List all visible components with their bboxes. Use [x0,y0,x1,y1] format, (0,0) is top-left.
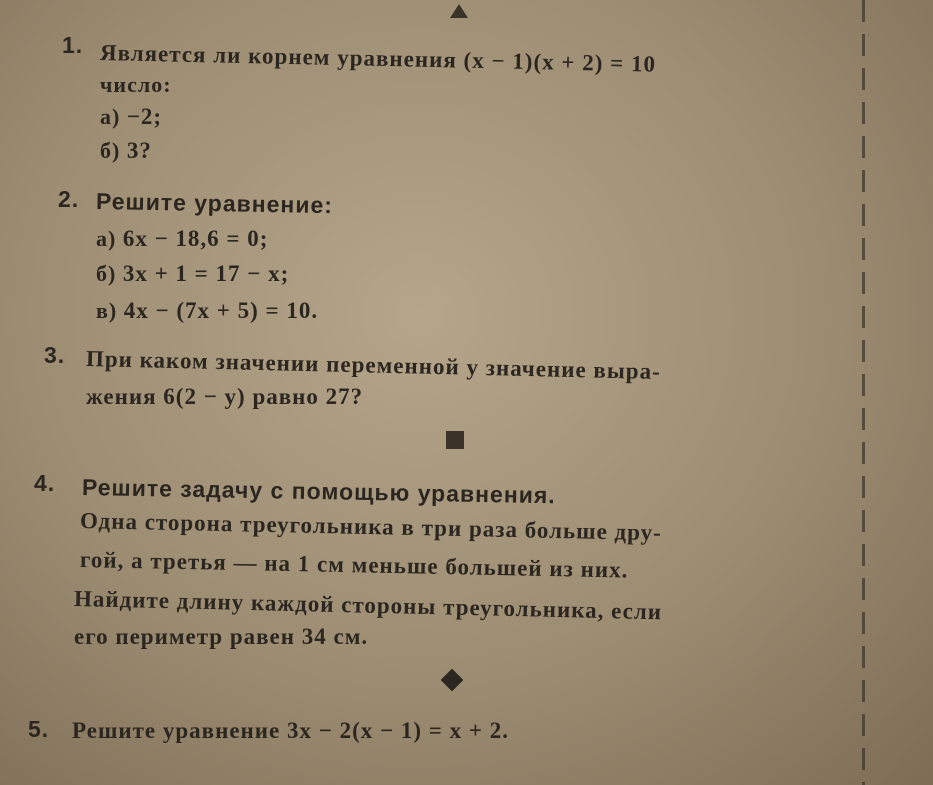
problem-4-heading: Решите задачу с помощью уравнения. [81,474,556,509]
problem-2-number: 2. [58,186,80,212]
triangle-marker-icon [450,4,468,18]
problem-4-number: 4. [34,470,56,496]
diamond-marker-icon [441,669,464,692]
option-a-value: 6x − 18,6 = 0; [122,226,269,251]
problem-1-number: 1. [62,32,84,58]
problem-5-number: 5. [28,716,50,742]
problem-2-question: Решите уравнение: [95,188,334,219]
problem-3-line-2: жения 6(2 − y) равно 27? [86,384,364,409]
problem-3-line-1: При каком значении переменной y значение выра- [85,346,662,385]
problem-1-option-b [100,138,152,164]
option-c-value: 4x − (7x + 5) = 10. [123,298,319,323]
problem-1-option-a [100,104,162,130]
option-b-label: б) [100,138,121,163]
problem-4-line-1: Одна сторона треугольника в три раза больше дру- [79,508,663,546]
problem-5-question: Решите уравнение 3x − 2(x − 1) = x + 2. [72,718,510,743]
problem-4-line-3: Найдите длину каждой стороны треугольника, если [73,586,663,625]
problem-2-option-b [96,261,289,287]
option-b-value: 3x + 1 = 17 − x; [122,261,290,286]
problem-3-number: 3. [44,342,66,368]
problem-2-option-a [96,226,268,252]
problem-2-option-c [96,298,318,324]
problem-1-question: Является ли корнем уравнения (x − 1)(x + 2) = 10 [99,40,657,77]
option-a-label: а) [96,226,117,251]
problem-1-question-cont: число: [100,72,172,97]
option-b-label: б) [96,261,117,286]
problem-4-line-2: гой, а третья — на 1 см меньше большей из них. [79,547,629,583]
option-a-label: а) [100,104,121,129]
option-b-value: 3? [126,138,152,163]
problem-4-line-4: его периметр равен 34 см. [74,624,369,649]
option-a-value: −2; [126,104,163,129]
square-marker-icon [446,431,464,449]
page-edge [862,0,865,785]
option-c-label: в) [96,298,118,323]
